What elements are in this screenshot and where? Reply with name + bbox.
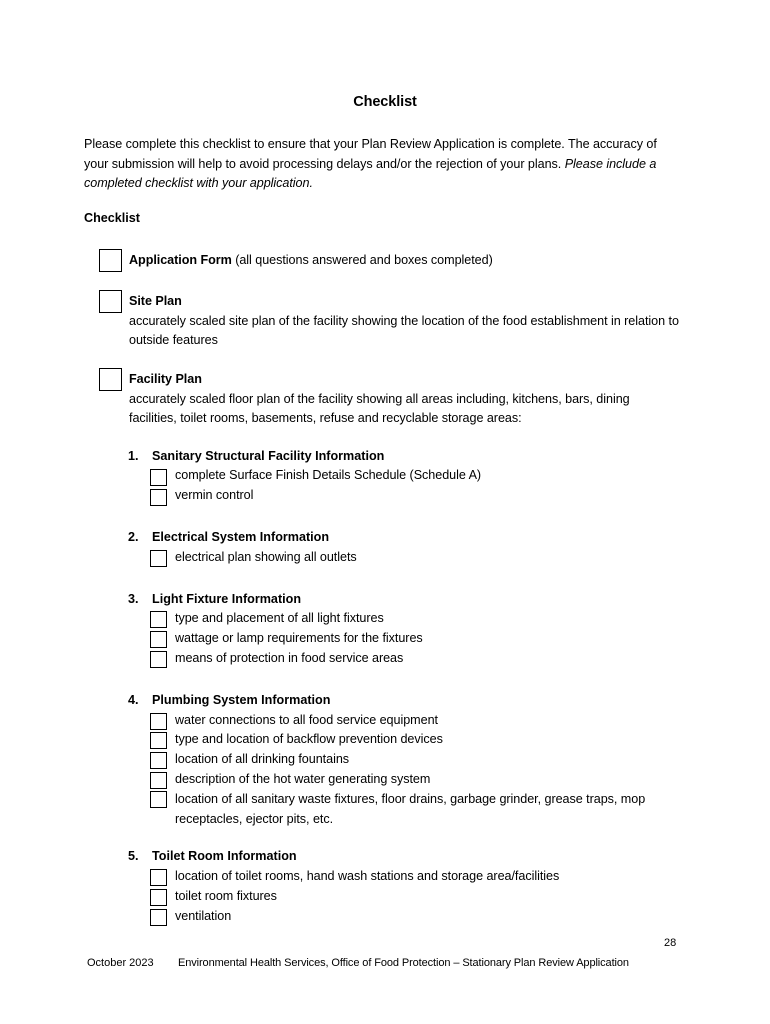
intro-emphasis: Please include a completed checklist with your application. xyxy=(84,156,657,190)
item-desc: accurately scaled floor plan of the facility showing all areas including, kitchens, bars, dining facilities, toilet rooms, basements, refuse and recyclable storage areas: xyxy=(129,391,630,425)
checkbox-site-plan[interactable] xyxy=(99,290,122,313)
checkbox-facility-plan[interactable] xyxy=(99,368,122,391)
subsection-heading: 2. Electrical System Information xyxy=(128,530,330,544)
checkbox-subitem[interactable] xyxy=(150,791,167,808)
checkbox-subitem[interactable] xyxy=(150,732,167,749)
footer-org: Environmental Health Services, Office of Food Protection – Stationary Plan Review Application xyxy=(178,957,629,969)
checkbox-subitem[interactable] xyxy=(150,752,167,769)
subitem-label: type and location of backflow prevention devices xyxy=(175,732,443,746)
checkbox-subitem[interactable] xyxy=(150,869,167,886)
item-desc: accurately scaled site plan of the facility showing the location of the food establishment in relation to outside features xyxy=(129,313,679,347)
checkbox-subitem[interactable] xyxy=(150,469,167,486)
intro-paragraph xyxy=(84,135,684,194)
checkbox-subitem[interactable] xyxy=(150,651,167,668)
subsection-heading: 4. Plumbing System Information xyxy=(128,693,331,707)
checkbox-application-form[interactable] xyxy=(99,249,122,272)
checkbox-subitem[interactable] xyxy=(150,772,167,789)
item-application-form xyxy=(129,251,689,271)
checkbox-subitem[interactable] xyxy=(150,489,167,506)
page-title: Checklist xyxy=(353,94,417,110)
intro-text: Please complete this checklist to ensure that your Plan Review Application is complete. The accuracy of your submission will help to avoid processing delays and/or the rejection of your plans. xyxy=(84,137,657,171)
subitem-label: location of all drinking fountains xyxy=(175,752,350,766)
subitem-label: complete Surface Finish Details Schedule (Schedule A) xyxy=(175,468,482,482)
checkbox-subitem[interactable] xyxy=(150,889,167,906)
subsection-heading: 3. Light Fixture Information xyxy=(128,592,302,606)
item-title: Site Plan xyxy=(129,294,182,308)
item-desc: (all questions answered and boxes completed) xyxy=(231,253,493,267)
subitem-label: vermin control xyxy=(175,488,254,502)
item-title: Application Form xyxy=(129,253,232,267)
checkbox-subitem[interactable] xyxy=(150,611,167,628)
checkbox-subitem[interactable] xyxy=(150,909,167,926)
subitem-label: toilet room fixtures xyxy=(175,889,277,903)
subitem-label: location of all sanitary waste fixtures, floor drains, garbage grinder, grease traps, mop receptacles, ejector pits, etc. xyxy=(175,792,646,826)
subitem-label: water connections to all food service equipment xyxy=(175,713,438,727)
item-facility-plan xyxy=(129,370,659,429)
section-heading: Checklist xyxy=(84,211,140,225)
subitem-label: type and placement of all light fixtures xyxy=(175,611,384,625)
item-site-plan xyxy=(129,292,689,351)
subitem-label: electrical plan showing all outlets xyxy=(175,550,357,564)
checkbox-subitem[interactable] xyxy=(150,713,167,730)
page-number: 28 xyxy=(664,937,677,949)
subitem-label: ventilation xyxy=(175,909,232,923)
subitem-label: description of the hot water generating system xyxy=(175,772,431,786)
item-title: Facility Plan xyxy=(129,372,202,386)
subitem-label: wattage or lamp requirements for the fixtures xyxy=(175,631,423,645)
subitem-label: location of toilet rooms, hand wash stations and storage area/facilities xyxy=(175,869,560,883)
subsection-heading: 1. Sanitary Structural Facility Information xyxy=(128,449,385,463)
subsection-heading: 5. Toilet Room Information xyxy=(128,849,297,863)
checkbox-subitem[interactable] xyxy=(150,550,167,567)
checkbox-subitem[interactable] xyxy=(150,631,167,648)
footer-date: October 2023 xyxy=(87,957,154,969)
subitem-label: means of protection in food service areas xyxy=(175,651,404,665)
